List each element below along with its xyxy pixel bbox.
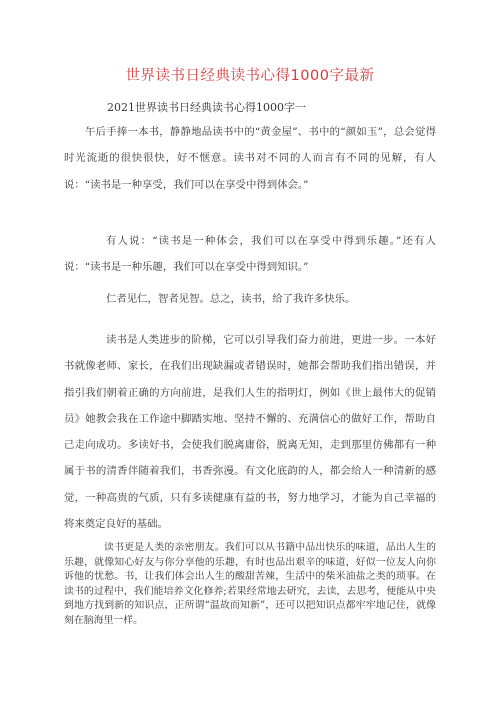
paragraph-text: 仁者见仁，智者见智。总之，读书，给了我许多快乐。 [106,293,356,305]
paragraph-1 [64,119,436,198]
paragraph-2 [64,228,436,281]
paragraph-text: 读书是人类进步的阶梯，它可以引导我们奋力前进，更进一步。一本好书就像老师、家长，在我们出现缺漏或者错误时，她都会帮助我们指出错误，并指引我们朝着正确的方向前进，是我们人生的指明灯，例如《世上最伟大的促销员》她教会我在工作途中脚踏实地、坚持不懈的、充满信心的做好工作，帮助自己走向成功。多读好书，会使我们脱离庸俗，脱离无知，走到那里仿佛都有一种属于书的清香伴随着我们，书香弥漫。有文化底韵的人，都会给人一种清新的感觉，一种高贵的气质，只有多读健康有益的书，努力地学习，才能为自己幸福的将来奠定良好的基础。 [64,334,436,531]
paragraph-text: 午后手捧一本书，静静地品读书中的“黄金屋”、书中的“颜如玉”，总会觉得时光流逝的很快很快，好不惬意。读书对不同的人而言有不同的见解，有人说：“读书是一种享受，我们可以在享受中得到体会。” [64,126,436,191]
paragraph-5 [64,541,436,629]
document-subtitle: 2021世界读书日经典读书心得1000字一 [107,101,306,114]
paragraph-text: 读书更是人类的亲密朋友。我们可以从书籍中品出快乐的味道，品出人生的乐趣，就像知心好友与你分享他的乐趣，有时也品出艰辛的味道，好似一位友人向你诉他的忧愁。书，让我们体会出人生的酸甜苦辣，生活中的柴米油盐之类的琐事。在读书的过程中，我们能培养文化修养;若果经常地去研究，去读，去思考，便能从中央到地方找到新的知识点，正所谓“温故而知新”，还可以把知识点都牢牢地记住，就像刻在脑海里一样。 [64,542,436,626]
document-title: 世界读书日经典读书心得1000字最新 [125,68,375,84]
paragraph-3 [64,286,436,312]
paragraph-4 [64,327,436,537]
paragraph-text: 有人说：“读书是一种体会，我们可以在享受中得到乐趣。”还有人说：“读书是一种乐趣，我们可以在享受中得到知识。” [64,235,436,274]
